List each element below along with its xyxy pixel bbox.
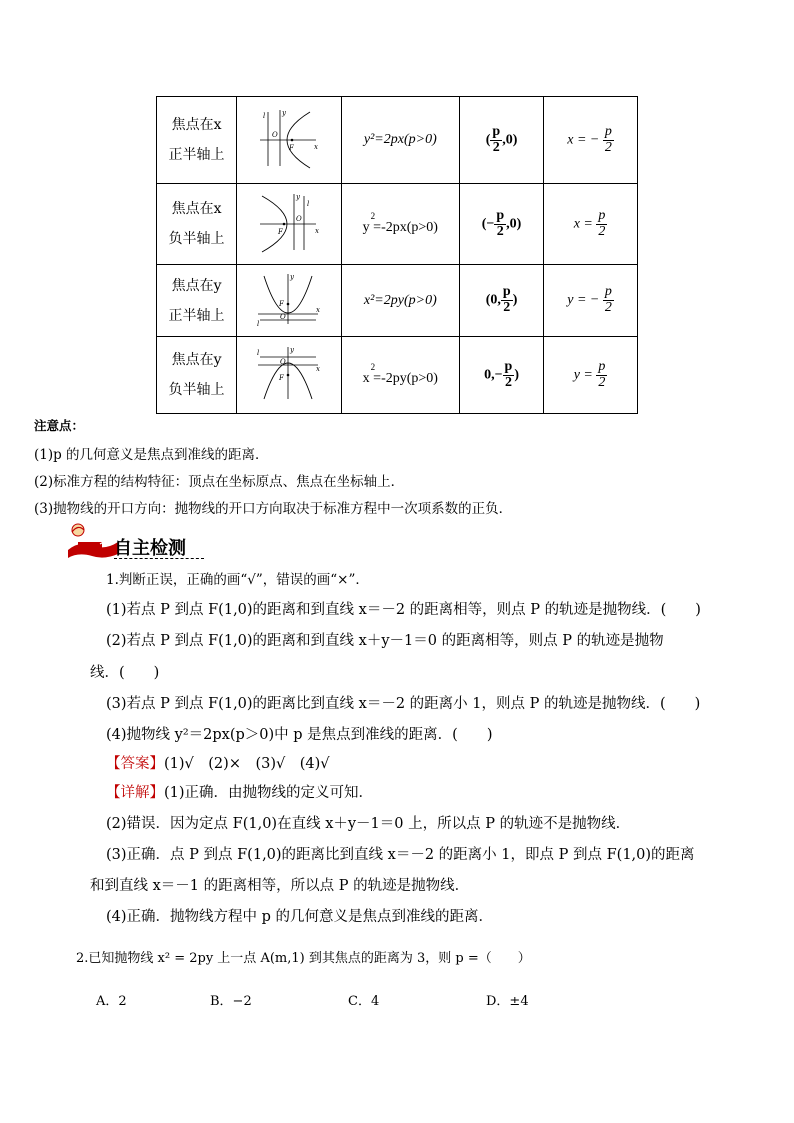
parabola-table bbox=[156, 96, 638, 414]
directrix-fraction: $\frac{p}{2}$ bbox=[604, 123, 612, 155]
position-text: 负半轴上 bbox=[168, 231, 225, 247]
svg-text:l: l bbox=[306, 200, 310, 208]
section-title: 自主检测 bbox=[114, 538, 186, 559]
note-2: (2)标准方程的结构特征：顶点在坐标原点、焦点在坐标轴上． bbox=[34, 474, 405, 490]
svg-text:O: O bbox=[279, 312, 286, 321]
directrix-cell: x = $\frac{p}{2}$ bbox=[544, 184, 638, 265]
focus-cell: (− $\frac{p}{2}$ ,0) bbox=[460, 184, 544, 265]
q1-statement-4: (4)抛物线 y²＝2px(p＞0)中 p 是焦点到准线的距离．( ) bbox=[106, 727, 493, 743]
focus-fraction: $\frac{p}{2}$ bbox=[504, 358, 513, 390]
equation-text: y =-2px(p>0) bbox=[362, 220, 438, 235]
position-cell bbox=[157, 97, 237, 184]
note-1: (1)p 的几何意义是焦点到准线的距离． bbox=[34, 447, 269, 463]
detail-1: (1)正确．由抛物线的定义可知． bbox=[164, 785, 374, 801]
svg-text:O: O bbox=[295, 215, 302, 223]
svg-text:y: y bbox=[289, 272, 294, 281]
position-cell bbox=[157, 184, 237, 265]
answer-label: 【答案】 bbox=[106, 756, 164, 772]
equation-text: y²=2px(p>0) bbox=[363, 132, 437, 147]
q1-statement-2: (2)若点 P 到点 F(1,0)的距离和到直线 x＋y－1＝0 的距离相等，则点 P 的轨迹是抛物 bbox=[106, 633, 664, 649]
svg-text:x: x bbox=[314, 227, 319, 235]
position-text: 正半轴上 bbox=[168, 307, 225, 324]
directrix-cell: y = $\frac{p}{2}$ bbox=[544, 337, 638, 414]
q1-stem: 1.判断正误，正确的画“√”，错误的画“×”． bbox=[106, 572, 369, 588]
svg-text:F: F bbox=[288, 144, 294, 152]
answer-line bbox=[106, 752, 330, 773]
position-cell bbox=[157, 337, 237, 414]
position-text: 正半轴上 bbox=[168, 147, 225, 163]
detail-3-cont: 和到直线 x＝－1 的距离相等，所以点 P 的轨迹是抛物线． bbox=[90, 878, 470, 894]
svg-text:O: O bbox=[279, 358, 286, 366]
q2-option-d: D．±4 bbox=[486, 994, 529, 1009]
svg-text:l: l bbox=[256, 319, 260, 328]
equation-cell: 2 y =-2px(p>0) bbox=[341, 184, 459, 265]
detail-label: 【详解】 bbox=[106, 785, 164, 801]
svg-text:O: O bbox=[271, 131, 278, 139]
detail-2: (2)错误．因为定点 F(1,0)在直线 x＋y－1＝0 上，所以点 P 的轨迹不是抛物线． bbox=[106, 816, 631, 832]
svg-text:l: l bbox=[262, 112, 266, 120]
figure-cell bbox=[237, 337, 342, 414]
focus-fraction: $\frac{p}{2}$ bbox=[492, 123, 501, 155]
svg-text:F: F bbox=[278, 299, 284, 308]
svg-text:y: y bbox=[295, 193, 300, 201]
figure-cell bbox=[237, 97, 342, 184]
position-text: 负半轴上 bbox=[168, 382, 225, 398]
focus-cell: (0, $\frac{p}{2}$ ) bbox=[460, 265, 544, 337]
q1-statement-2-cont: 线．( ) bbox=[90, 665, 160, 681]
q2-option-c: C．4 bbox=[348, 994, 380, 1009]
focus-cell: 0,− $\frac{p}{2}$ ) bbox=[460, 337, 544, 414]
svg-text:x: x bbox=[315, 365, 320, 373]
directrix-cell: x = − $\frac{p}{2}$ bbox=[544, 97, 638, 184]
section-header bbox=[64, 520, 204, 560]
q2-option-a: A．2 bbox=[96, 994, 127, 1009]
q2-stem: 2.已知抛物线 x² = 2py 上一点 A(m,1) 到其焦点的距离为 3，则 p =（ ） bbox=[76, 951, 531, 966]
section-banner-icon bbox=[64, 520, 120, 560]
right-opening-parabola-figure bbox=[254, 106, 324, 170]
focus-cell: ( $\frac{p}{2}$ ,0) bbox=[460, 97, 544, 184]
svg-text:x: x bbox=[313, 143, 318, 151]
detail-3: (3)正确．点 P 到点 F(1,0)的距离比到直线 x＝－2 的距离小 1，即点 P 到点 F(1,0)的距离 bbox=[106, 847, 695, 863]
figure-cell bbox=[237, 265, 342, 337]
section-underline bbox=[114, 558, 204, 559]
up-opening-parabola-figure bbox=[254, 270, 324, 328]
svg-text:l: l bbox=[256, 349, 260, 357]
focus-fraction: $\frac{p}{2}$ bbox=[496, 207, 505, 239]
left-opening-parabola-figure bbox=[254, 190, 324, 254]
svg-text:x: x bbox=[315, 305, 320, 314]
position-text: 焦点在x bbox=[171, 201, 222, 217]
svg-text:y: y bbox=[281, 109, 286, 117]
svg-text:F: F bbox=[278, 374, 284, 382]
svg-text:F: F bbox=[277, 228, 283, 236]
directrix-fraction: $\frac{p}{2}$ bbox=[598, 358, 606, 390]
figure-cell bbox=[237, 184, 342, 265]
q2-option-b: B．−2 bbox=[210, 994, 252, 1009]
position-text: 焦点在x bbox=[171, 117, 222, 133]
q1-statement-3: (3)若点 P 到点 F(1,0)的距离比到直线 x＝－2 的距离小 1，则点 P 的轨迹是抛物线．( ) bbox=[106, 696, 701, 712]
position-cell bbox=[157, 265, 237, 337]
focus-fraction: $\frac{p}{2}$ bbox=[502, 284, 511, 315]
detail-line bbox=[106, 781, 373, 802]
directrix-fraction: $\frac{p}{2}$ bbox=[598, 207, 606, 239]
notes-title: 注意点： bbox=[34, 418, 85, 433]
note-3: (3)抛物线的开口方向：抛物线的开口方向取决于标准方程中一次项系数的正负． bbox=[34, 501, 513, 517]
directrix-fraction: $\frac{p}{2}$ bbox=[604, 284, 612, 315]
position-text: 焦点在y bbox=[171, 352, 222, 368]
answer-text: (1)√ (2)× (3)√ (4)√ bbox=[164, 756, 330, 772]
equation-cell bbox=[341, 265, 459, 337]
q1-statement-1: (1)若点 P 到点 F(1,0)的距离和到直线 x＝－2 的距离相等，则点 P 的轨迹是抛物线．( ) bbox=[106, 602, 701, 618]
directrix-cell: y = − $\frac{p}{2}$ bbox=[544, 265, 638, 337]
svg-text:y: y bbox=[289, 346, 294, 354]
equation-cell bbox=[341, 97, 459, 184]
equation-cell: 2 x =-2py(p>0) bbox=[341, 337, 459, 414]
equation-text: x =-2py(p>0) bbox=[362, 371, 438, 386]
position-text: 焦点在y bbox=[171, 277, 222, 294]
detail-4: (4)正确．抛物线方程中 p 的几何意义是焦点到准线的距离． bbox=[106, 909, 494, 925]
equation-text: x²=2py(p>0) bbox=[363, 292, 437, 308]
down-opening-parabola-figure bbox=[254, 343, 324, 403]
